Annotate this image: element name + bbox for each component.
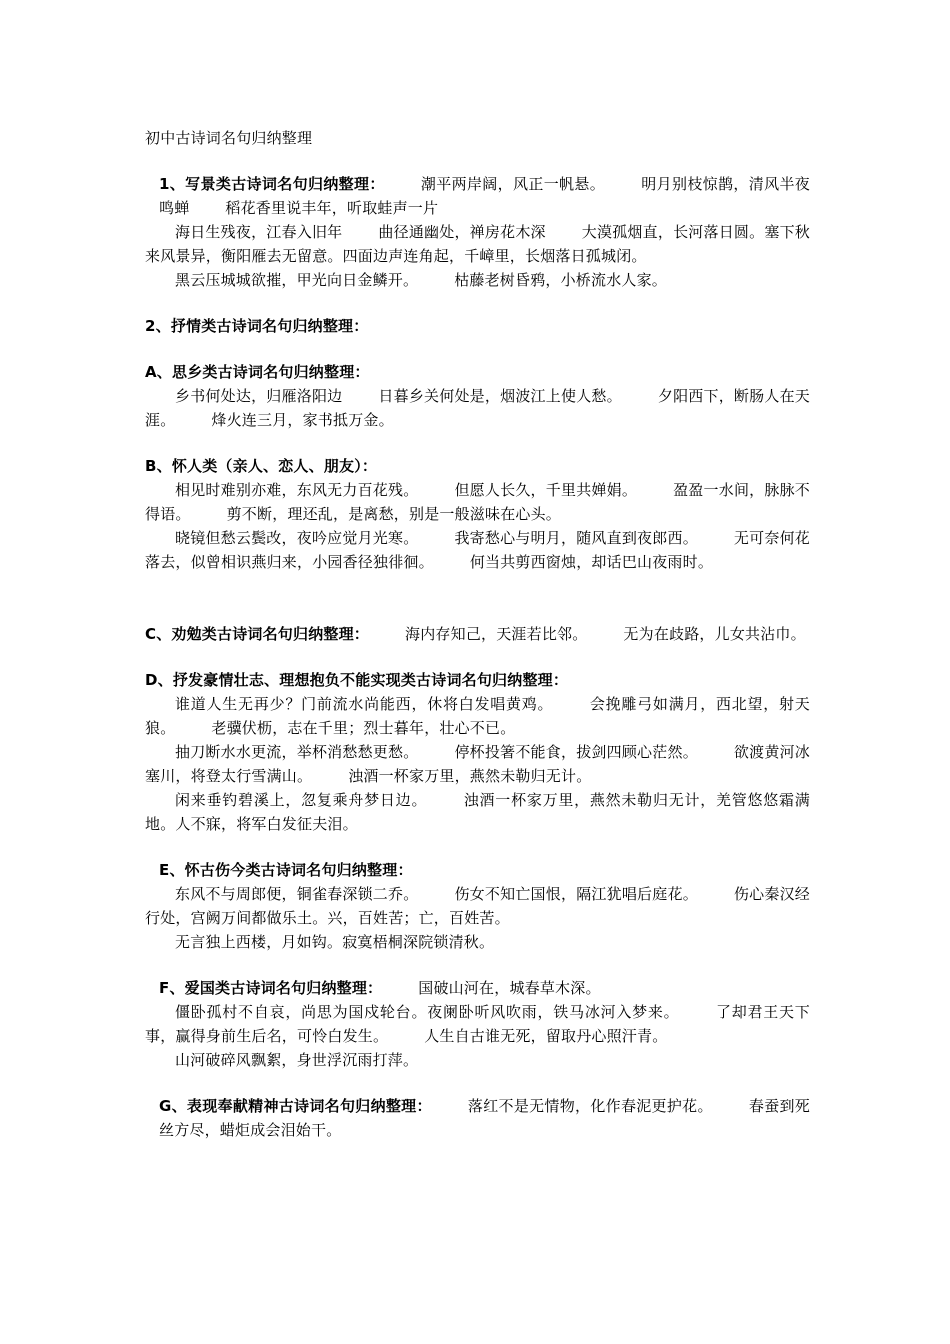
paragraph (145, 692, 810, 740)
verse: 无可奈何花落去，似曾相识燕归来，小园香径独徘徊。 (145, 529, 810, 571)
verse: 塞下秋来风景异，衡阳雁去无留意。四面边声连角起，千嶂里，长烟落日孤城闭。 (145, 223, 811, 265)
verse: 明月别枝惊鹊，清风半夜鸣蝉 (159, 175, 811, 217)
section-encouragement (145, 622, 810, 646)
verse: 伤女不知亡国恨，隔江犹唱后庭花。 (454, 885, 698, 903)
verse: 夕阳西下，断肠人在天涯。 (145, 387, 810, 429)
paragraph (145, 930, 810, 954)
verse: 枯藤老树昏鸦，小桥流水人家。 (454, 271, 668, 289)
verse: 人生自古谁无死，留取丹心照汗青。 (424, 1027, 668, 1045)
section-heading: 1、写景类古诗词名句归纳整理： (159, 175, 385, 193)
section-heading: G、表现奉献精神古诗词名句归纳整理： (159, 1097, 432, 1115)
paragraph (145, 1000, 810, 1048)
paragraph (145, 268, 810, 292)
verse: 山河破碎风飘絮，身世浮沉雨打萍。 (175, 1051, 419, 1069)
verse: 乡书何处达，归雁洛阳边 (175, 387, 343, 405)
section-heading: E、怀古伤今类古诗词名句归纳整理： (159, 861, 413, 879)
verse: 会挽雕弓如满月，西北望，射天狼。 (145, 695, 810, 737)
verse: 老骥伏枥，志在千里；烈士暮年，壮心不已。 (211, 719, 516, 737)
verse: 春蚕到死丝方尽，蜡炬成会泪始干。 (159, 1097, 810, 1139)
paragraph (145, 384, 810, 432)
section-dedication (145, 1094, 810, 1142)
paragraph (145, 478, 810, 526)
verse: 东风不与周郎便，铜雀春深锁二乔。 (175, 885, 419, 903)
section-missing-people (145, 454, 810, 574)
section-heading: D、抒发豪情壮志、理想抱负不能实现类古诗词名句归纳整理： (145, 671, 569, 689)
paragraph (145, 526, 810, 574)
verse: 潮平两岸阔，风正一帆悬。 (420, 175, 606, 193)
verse: 何当共剪西窗烛，却话巴山夜雨时。 (469, 553, 714, 571)
verse: 国破山河在，城春草木深。 (418, 979, 601, 997)
verse: 浊酒一杯家万里，燕然未勒归无计，羌管悠悠霜满地。人不寐，将军白发征夫泪。 (145, 791, 811, 833)
verse: 闲来垂钓碧溪上，忽复乘舟梦日边。 (175, 791, 428, 809)
verse: 了却君王天下事，赢得身前生后名，可怜白发生。 (145, 1003, 811, 1045)
verse: 盈盈一水间，脉脉不得语。 (145, 481, 811, 523)
section-heading: 2、抒情类古诗词名句归纳整理： (145, 317, 369, 335)
document-title: 初中古诗词名句归纳整理 (145, 129, 313, 147)
verse: 剪不断，理还乱，是离愁，别是一般滋味在心头。 (226, 505, 562, 523)
verse: 无为在歧路，儿女共沾巾。 (623, 625, 806, 643)
verse: 抽刀断水水更流，举杯消愁愁更愁。 (175, 743, 419, 761)
paragraph (145, 220, 810, 268)
document-page (145, 126, 810, 1142)
section-ambition (145, 668, 810, 836)
verse: 僵卧孤村不自哀，尚思为国戍轮台。夜阑卧听风吹雨，铁马冰河入梦来。 (175, 1003, 680, 1021)
verse: 海内存知己，天涯若比邻。 (405, 625, 588, 643)
verse: 但愿人长久，千里共婵娟。 (454, 481, 638, 499)
section-nostalgia-history (145, 858, 810, 954)
section-patriotism (145, 976, 810, 1072)
paragraph (145, 172, 810, 220)
verse: 我寄愁心与明月，随风直到夜郎西。 (454, 529, 698, 547)
verse: 日暮乡关何处是，烟波江上使人愁。 (378, 387, 622, 405)
verse: 谁道人生无再少？门前流水尚能西，休将白发唱黄鸡。 (175, 695, 554, 713)
paragraph (145, 788, 810, 836)
verse: 浊酒一杯家万里，燕然未勒归无计。 (348, 767, 592, 785)
verse: 落红不是无情物，化作春泥更护花。 (467, 1097, 713, 1115)
verse: 伤心秦汉经行处，宫阙万间都做乐土。兴，百姓苦；亡，百姓苦。 (145, 885, 810, 927)
paragraph (145, 1048, 810, 1072)
section-homesick (145, 360, 810, 432)
verse: 稻花香里说丰年，听取蛙声一片 (225, 199, 439, 217)
paragraph (145, 622, 810, 646)
verse: 曲径通幽处，禅房花木深 (378, 223, 546, 241)
verse: 晓镜但愁云鬓改，夜吟应觉月光寒。 (175, 529, 419, 547)
verse: 大漠孤烟直，长河落日圆。 (581, 223, 765, 241)
verse: 相见时难别亦难，东风无力百花残。 (175, 481, 419, 499)
verse: 烽火连三月，家书抵万金。 (211, 411, 394, 429)
verse: 海日生残夜，江春入旧年 (175, 223, 343, 241)
verse: 黑云压城城欲摧，甲光向日金鳞开。 (175, 271, 419, 289)
section-heading: F、爱国类古诗词名句归纳整理： (159, 979, 383, 997)
verse: 停杯投箸不能食，拔剑四顾心茫然。 (454, 743, 698, 761)
verse: 欲渡黄河冰塞川，将登太行雪满山。 (145, 743, 810, 785)
paragraph (145, 882, 810, 930)
section-heading: B、怀人类（亲人、恋人、朋友）： (145, 457, 378, 475)
section-scenery (145, 172, 810, 292)
paragraph (145, 1094, 810, 1142)
section-heading: A、思乡类古诗词名句归纳整理： (145, 363, 370, 381)
verse: 无言独上西楼，月如钩。寂寞梧桐深院锁清秋。 (175, 933, 495, 951)
section-heading: C、劝勉类古诗词名句归纳整理： (145, 625, 370, 643)
paragraph (145, 740, 810, 788)
paragraph (145, 976, 810, 1000)
